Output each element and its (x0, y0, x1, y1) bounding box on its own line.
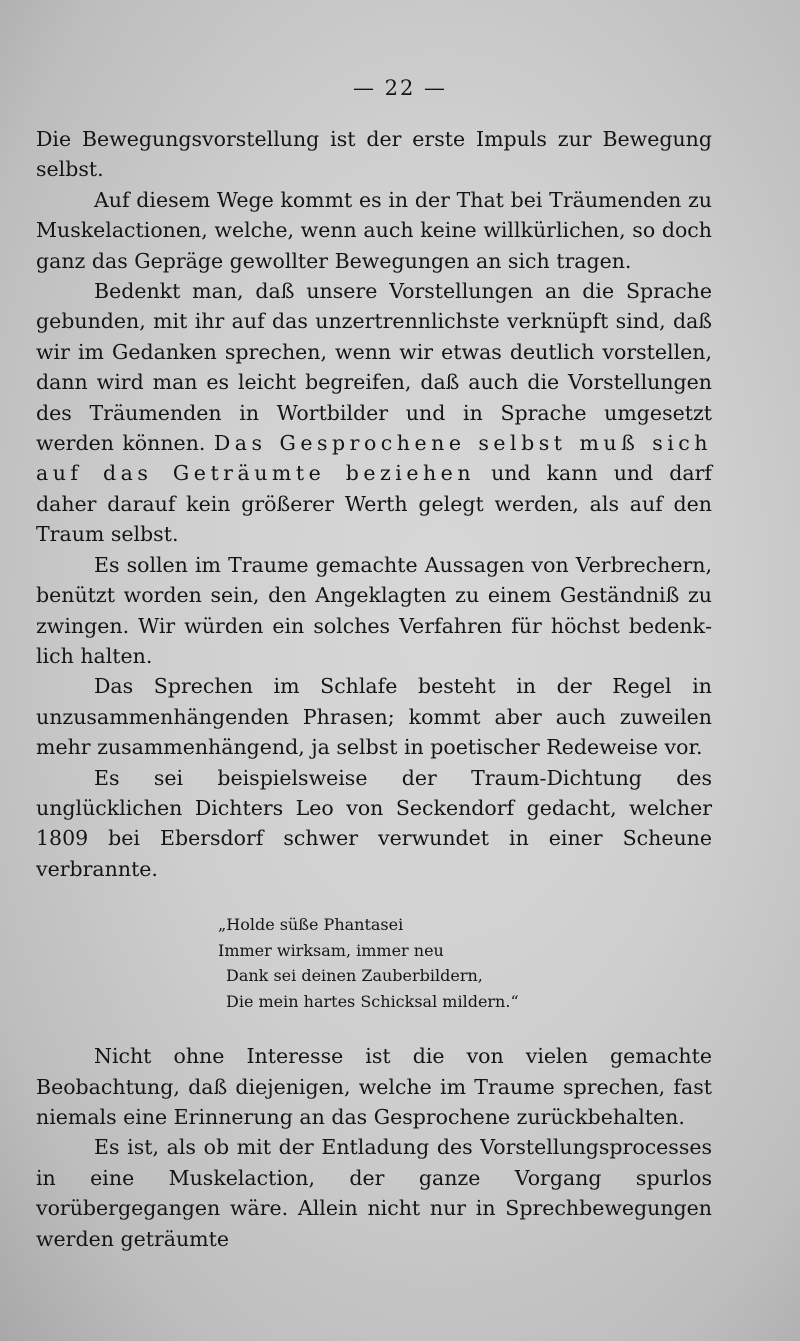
paragraph-1: Die Bewegungsvorstellung ist der erste Impuls zur Bewegung selbst. (36, 127, 712, 182)
page-number: — 22 — (352, 76, 448, 100)
poem-quote (36, 912, 712, 1014)
paragraph-3-spaced-emphasis: Das Gesprochene selbst muß sich auf das Geträumte beziehen (36, 431, 712, 486)
paragraph-6: Es sei beispielsweise der Traum-Dichtung des unglücklichen Dichters Leo von Seckendorf gedacht, welcher 1809 bei Ebersdorf schwer verwundet in einer Scheune verbrannte. (36, 765, 712, 881)
poem-line-4: Die mein hartes Schicksal mildern.“ (226, 991, 519, 1011)
paragraph-5: Das Sprechen im Schlafe besteht in der Regel in unzusammenhängenden Phrasen; kommt aber auch zuweilen mehr zusammenhängend, ja selbst in poetischer Redeweise vor. (36, 674, 712, 760)
paragraph-4: Es sollen im Traume gemachte Aussagen von Verbrechern, benützt worden sein, den Angeklagten zu einem Geständniß zu zwingen. Wir würden ein solches Verfahren für höchst bedenklich halten. (36, 552, 712, 668)
paragraph-3-text-after: und kann und darf daher darauf kein größerer Werth gelegt werden, als auf den Traum selbst. (36, 461, 712, 547)
poem-line-2: Immer wirksam, immer neu (218, 940, 444, 960)
poem-line-1: „Holde süße Phantasei (218, 915, 404, 935)
poem-line-3: Dank sei deinen Zauberbildern, (226, 966, 483, 986)
paragraph-3 (36, 276, 712, 550)
main-text (36, 124, 712, 1254)
paragraph-8: Es ist, als ob mit der Entladung des Vorstellungsprocesses in eine Muskelaction, der ganze Vorgang spurlos vorübergegangen wäre. Allein nicht nur in Sprechbewegungen werden geträumte (36, 1135, 712, 1251)
paragraph-3-text-before: Bedenkt man, daß unsere Vorstellungen an die Sprache gebunden, mit ihr auf das unzertrennlichste verknüpft sind, daß wir im Gedanken sprechen, wenn wir etwas deutlich vorstellen, dann wird man es leicht begreifen, daß auch die Vorstellungen des Träumenden in Wortbilder und in Sprache umgesetzt werden können. (36, 279, 712, 456)
paragraph-2: Auf diesem Wege kommt es in der That bei Träumenden zu Muskelactionen, welche, wenn auch keine willkürlichen, so doch ganz das Gepräge gewollter Bewegungen an sich tragen. (36, 187, 712, 273)
paragraph-7: Nicht ohne Interesse ist die von vielen gemachte Beobachtung, daß diejenigen, welche im Traume sprechen, fast niemals eine Erinnerung an das Gesprochene zurückbehalten. (36, 1044, 712, 1129)
